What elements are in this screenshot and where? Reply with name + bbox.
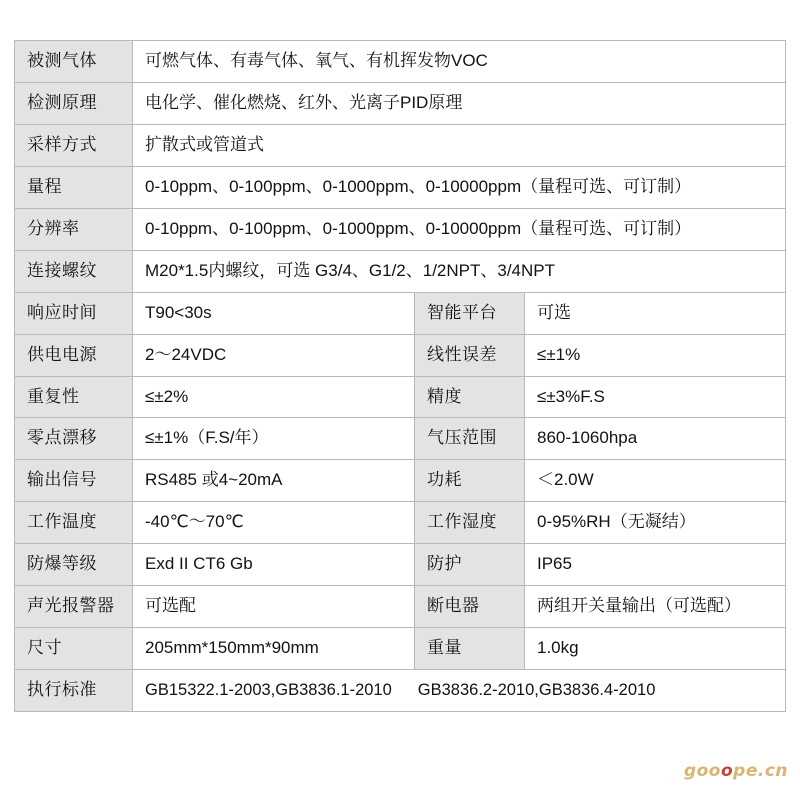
row-value: 电化学、催化燃烧、红外、光离子PID原理 [133, 82, 786, 124]
row-value-secondary: 两组开关量输出（可选配） [525, 586, 786, 628]
row-label: 量程 [15, 166, 133, 208]
row-value: 2～24VDC [133, 334, 415, 376]
row-label: 供电电源 [15, 334, 133, 376]
specification-table [14, 40, 786, 712]
row-value: 0-10ppm、0-100ppm、0-1000ppm、0-10000ppm（量程可选、可订制） [133, 166, 786, 208]
table-row-standards [15, 670, 786, 712]
table-row [15, 418, 786, 460]
row-label: 分辨率 [15, 208, 133, 250]
standard-part-1: GB15322.1-2003,GB3836.1-2010 [145, 681, 392, 700]
row-label-secondary: 精度 [415, 376, 525, 418]
row-value: Exd II CT6 Gb [133, 544, 415, 586]
specification-table-body [15, 41, 786, 712]
row-label: 输出信号 [15, 460, 133, 502]
row-label-secondary: 智能平台 [415, 292, 525, 334]
table-row [15, 502, 786, 544]
row-label: 防爆等级 [15, 544, 133, 586]
row-label: 尺寸 [15, 628, 133, 670]
row-label: 采样方式 [15, 124, 133, 166]
row-value: 0-10ppm、0-100ppm、0-1000ppm、0-10000ppm（量程可选、可订制） [133, 208, 786, 250]
row-label: 连接螺纹 [15, 250, 133, 292]
row-value: 可选配 [133, 586, 415, 628]
row-value: 205mm*150mm*90mm [133, 628, 415, 670]
standard-part-2: GB3836.2-2010,GB3836.4-2010 [417, 681, 656, 700]
table-row [15, 124, 786, 166]
row-value: 扩散式或管道式 [133, 124, 786, 166]
table-row [15, 292, 786, 334]
table-row [15, 82, 786, 124]
row-label: 重复性 [15, 376, 133, 418]
row-label-secondary: 工作湿度 [415, 502, 525, 544]
table-row [15, 208, 786, 250]
row-label-secondary: 重量 [415, 628, 525, 670]
row-value [133, 670, 786, 712]
table-row [15, 460, 786, 502]
row-value-secondary: 860-1060hpa [525, 418, 786, 460]
row-value-secondary: 可选 [525, 292, 786, 334]
row-value-secondary: ≤±3%F.S [525, 376, 786, 418]
table-row [15, 376, 786, 418]
table-row [15, 334, 786, 376]
row-label: 执行标准 [15, 670, 133, 712]
row-label: 检测原理 [15, 82, 133, 124]
row-label-secondary: 线性误差 [415, 334, 525, 376]
watermark [684, 761, 788, 781]
row-value: M20*1.5内螺纹，可选 G3/4、G1/2、1/2NPT、3/4NPT [133, 250, 786, 292]
table-row [15, 41, 786, 83]
table-row [15, 544, 786, 586]
row-value-secondary: ＜2.0W [525, 460, 786, 502]
row-label-secondary: 功耗 [415, 460, 525, 502]
row-value-secondary: IP65 [525, 544, 786, 586]
row-label: 声光报警器 [15, 586, 133, 628]
row-label-secondary: 气压范围 [415, 418, 525, 460]
row-value: RS485 或4~20mA [133, 460, 415, 502]
row-label: 工作温度 [15, 502, 133, 544]
row-label: 响应时间 [15, 292, 133, 334]
row-label-secondary: 断电器 [415, 586, 525, 628]
row-value: 可燃气体、有毒气体、氧气、有机挥发物VOC [133, 41, 786, 83]
row-label-secondary: 防护 [415, 544, 525, 586]
table-row [15, 166, 786, 208]
watermark-after: pe.cn [733, 761, 788, 781]
row-value-secondary: 1.0kg [525, 628, 786, 670]
watermark-before: goo [683, 761, 721, 781]
row-value: ≤±1%（F.S/年） [133, 418, 415, 460]
row-value-secondary: 0-95%RH（无凝结） [525, 502, 786, 544]
row-label: 零点漂移 [15, 418, 133, 460]
row-value: T90<30s [133, 292, 415, 334]
row-value: ≤±2% [133, 376, 415, 418]
specification-table-container [14, 40, 786, 712]
watermark-dot: o [720, 761, 734, 781]
table-row [15, 586, 786, 628]
row-value-secondary: ≤±1% [525, 334, 786, 376]
row-label: 被测气体 [15, 41, 133, 83]
table-row [15, 250, 786, 292]
table-row [15, 628, 786, 670]
row-value: -40℃～70℃ [133, 502, 415, 544]
